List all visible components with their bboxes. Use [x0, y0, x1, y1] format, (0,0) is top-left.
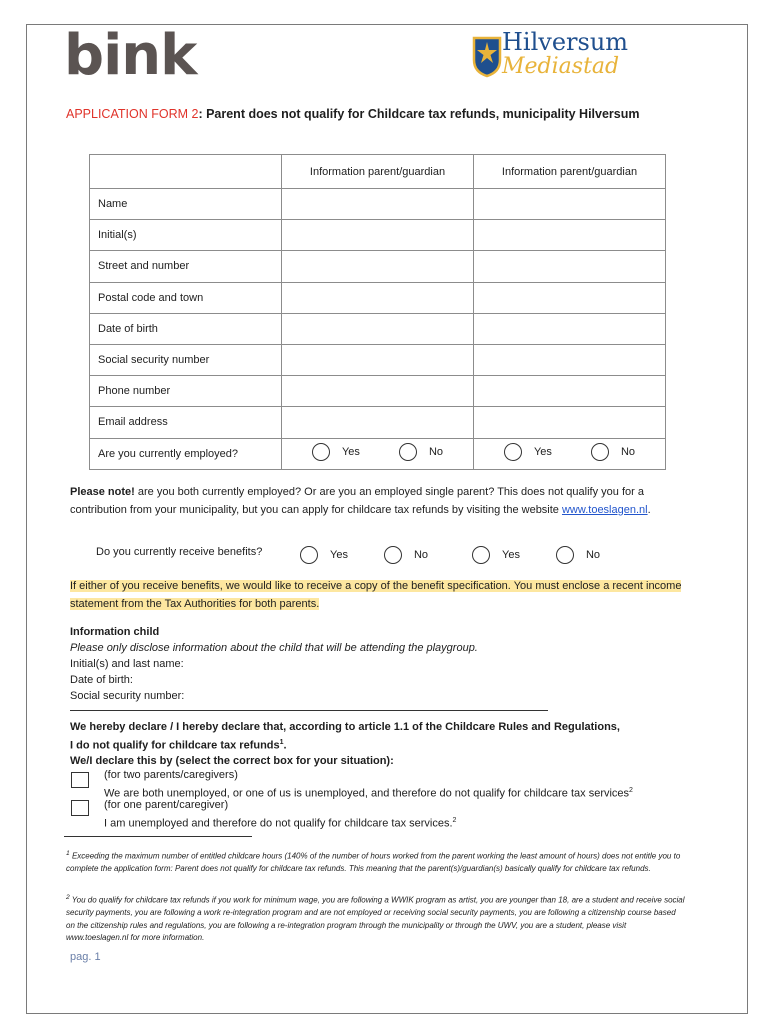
table-row — [90, 407, 666, 438]
footnote-1: $^1$ Exceeding the maximum number of entitled childcare hours (140% of the number of hours worked from the parent working the least amount of hours) does not entitle you to complete the application form: Parent does not qualify for childcare tax refunds. This meaning that the parent(s)/guardian(s) basically qualify for childcare tax refunds. — [66, 850, 681, 874]
input-street-parent2[interactable] — [474, 251, 666, 282]
row-label-email: Email address — [90, 407, 282, 438]
hilversum-logo-subtitle: Mediastad — [502, 54, 620, 79]
input-initials-parent2[interactable] — [474, 220, 666, 251]
declaration: We hereby declare / I hereby declare that, according to article 1.1 of the Childcare Rules and Regulations, I do not qualify for childcare tax refunds$^1$. We/I declare this by (select the correct box for your situation): — [70, 721, 620, 767]
radio-icon[interactable] — [504, 443, 522, 461]
input-ssn-parent2[interactable] — [474, 344, 666, 375]
benefits-no-parent1[interactable]: No — [384, 546, 428, 564]
row-label-employed: Are you currently employed? — [90, 438, 282, 469]
table-row — [90, 282, 666, 313]
toeslagen-link[interactable]: www.toeslagen.nl — [561, 503, 648, 516]
child-info-intro: Please only disclose information about the child that will be attending the playgroup. — [70, 642, 478, 654]
input-phone-parent2[interactable] — [474, 376, 666, 407]
radio-icon[interactable] — [556, 546, 574, 564]
row-label-postal: Postal code and town — [90, 282, 282, 313]
benefits-yes-parent2[interactable]: Yes — [472, 546, 520, 564]
footnote-2: $^2$ You do qualify for childcare tax refunds if you work for minimum wage, you are following a WWIK program as artist, you are younger than 18, are a student and receive social security payments, you are following a work re-integration program and are not employed or receiving social security payments, you are following a citizenship course based on the citizenship rules and regulations, you are following a re-integration program through the municipality or through the UWV, you are a student, please visit www.toeslagen.nl for more information. — [66, 894, 685, 943]
benefits-highlight: If either of you receive benefits, we would like to receive a copy of the benefit specification. You must enclose a recent income statement from the Tax Authorities for both parents. — [70, 580, 682, 610]
table-row — [90, 220, 666, 251]
please-note-paragraph: Please note! are you both currently employed? Or are you an employed single parent? This does not qualify you for a contribution from your municipality, but you can apply for childcare tax refunds by visiting the website www.toeslagen.nl. — [70, 486, 651, 516]
form-title-rest: : Parent does not qualify for Childcare tax refunds, municipality Hilversum — [198, 107, 640, 121]
child-dob-label: Date of birth: — [70, 674, 133, 686]
table-row — [90, 313, 666, 344]
table-header-col1: Information parent/guardian — [282, 155, 474, 189]
child-info-section — [70, 624, 690, 704]
input-phone-parent1[interactable] — [282, 376, 474, 407]
input-dob-parent2[interactable] — [474, 313, 666, 344]
input-postal-parent1[interactable] — [282, 282, 474, 313]
table-row — [90, 344, 666, 375]
table-row-employed — [90, 438, 666, 469]
table-row — [90, 189, 666, 220]
input-name-parent2[interactable] — [474, 189, 666, 220]
checkbox-two-parents[interactable] — [71, 772, 89, 788]
parent-info-table — [89, 154, 666, 470]
input-initials-parent1[interactable] — [282, 220, 474, 251]
hilversum-logo-title: Hilversum — [502, 28, 629, 56]
table-header-col2: Information parent/guardian — [474, 155, 666, 189]
form-title — [66, 104, 666, 124]
radio-icon[interactable] — [312, 443, 330, 461]
bink-logo: bink — [64, 23, 197, 88]
row-label-ssn: Social security number — [90, 344, 282, 375]
row-label-street: Street and number — [90, 251, 282, 282]
table-header-row — [90, 155, 666, 189]
option-one-parent: (for one parent/caregiver) I am unemployed and therefore do not qualify for childcare tax services.$^2$ — [104, 799, 457, 830]
radio-icon[interactable] — [300, 546, 318, 564]
benefits-options — [300, 546, 600, 564]
input-ssn-parent1[interactable] — [282, 344, 474, 375]
checkbox-one-parent[interactable] — [71, 800, 89, 816]
employed-yes-parent2[interactable]: Yes — [504, 443, 552, 461]
divider — [70, 710, 548, 711]
employed-no-parent2[interactable]: No — [591, 443, 635, 461]
child-ssn-label: Social security number: — [70, 690, 185, 702]
row-label-initials: Initial(s) — [90, 220, 282, 251]
form-title-prefix: APPLICATION FORM 2 — [66, 107, 199, 121]
child-info-heading: Information child — [70, 626, 160, 638]
hilversum-mediastad-logo — [450, 30, 680, 86]
option-two-parents: (for two parents/caregivers) We are both unemployed, or one of us is unemployed, and therefore do not qualify for childcare tax services$^2$ — [104, 769, 633, 800]
input-dob-parent1[interactable] — [282, 313, 474, 344]
child-initials-label: Initial(s) and last name: — [70, 658, 184, 670]
row-label-phone: Phone number — [90, 376, 282, 407]
input-postal-parent2[interactable] — [474, 282, 666, 313]
input-street-parent1[interactable] — [282, 251, 474, 282]
table-row — [90, 376, 666, 407]
employed-yes-parent1[interactable]: Yes — [312, 443, 360, 461]
page-number: pag. 1 — [70, 951, 101, 963]
input-name-parent1[interactable] — [282, 189, 474, 220]
benefits-yes-parent1[interactable]: Yes — [300, 546, 348, 564]
row-label-dob: Date of birth — [90, 313, 282, 344]
radio-icon[interactable] — [591, 443, 609, 461]
input-email-parent2[interactable] — [474, 407, 666, 438]
row-label-name: Name — [90, 189, 282, 220]
benefits-no-parent2[interactable]: No — [556, 546, 600, 564]
radio-icon[interactable] — [384, 546, 402, 564]
input-email-parent1[interactable] — [282, 407, 474, 438]
table-row — [90, 251, 666, 282]
hilversum-crest-icon — [472, 34, 502, 78]
footnote-divider — [64, 836, 252, 837]
benefits-question: Do you currently receive benefits? — [96, 546, 263, 558]
radio-icon[interactable] — [472, 546, 490, 564]
employed-no-parent1[interactable]: No — [399, 443, 443, 461]
radio-icon[interactable] — [399, 443, 417, 461]
